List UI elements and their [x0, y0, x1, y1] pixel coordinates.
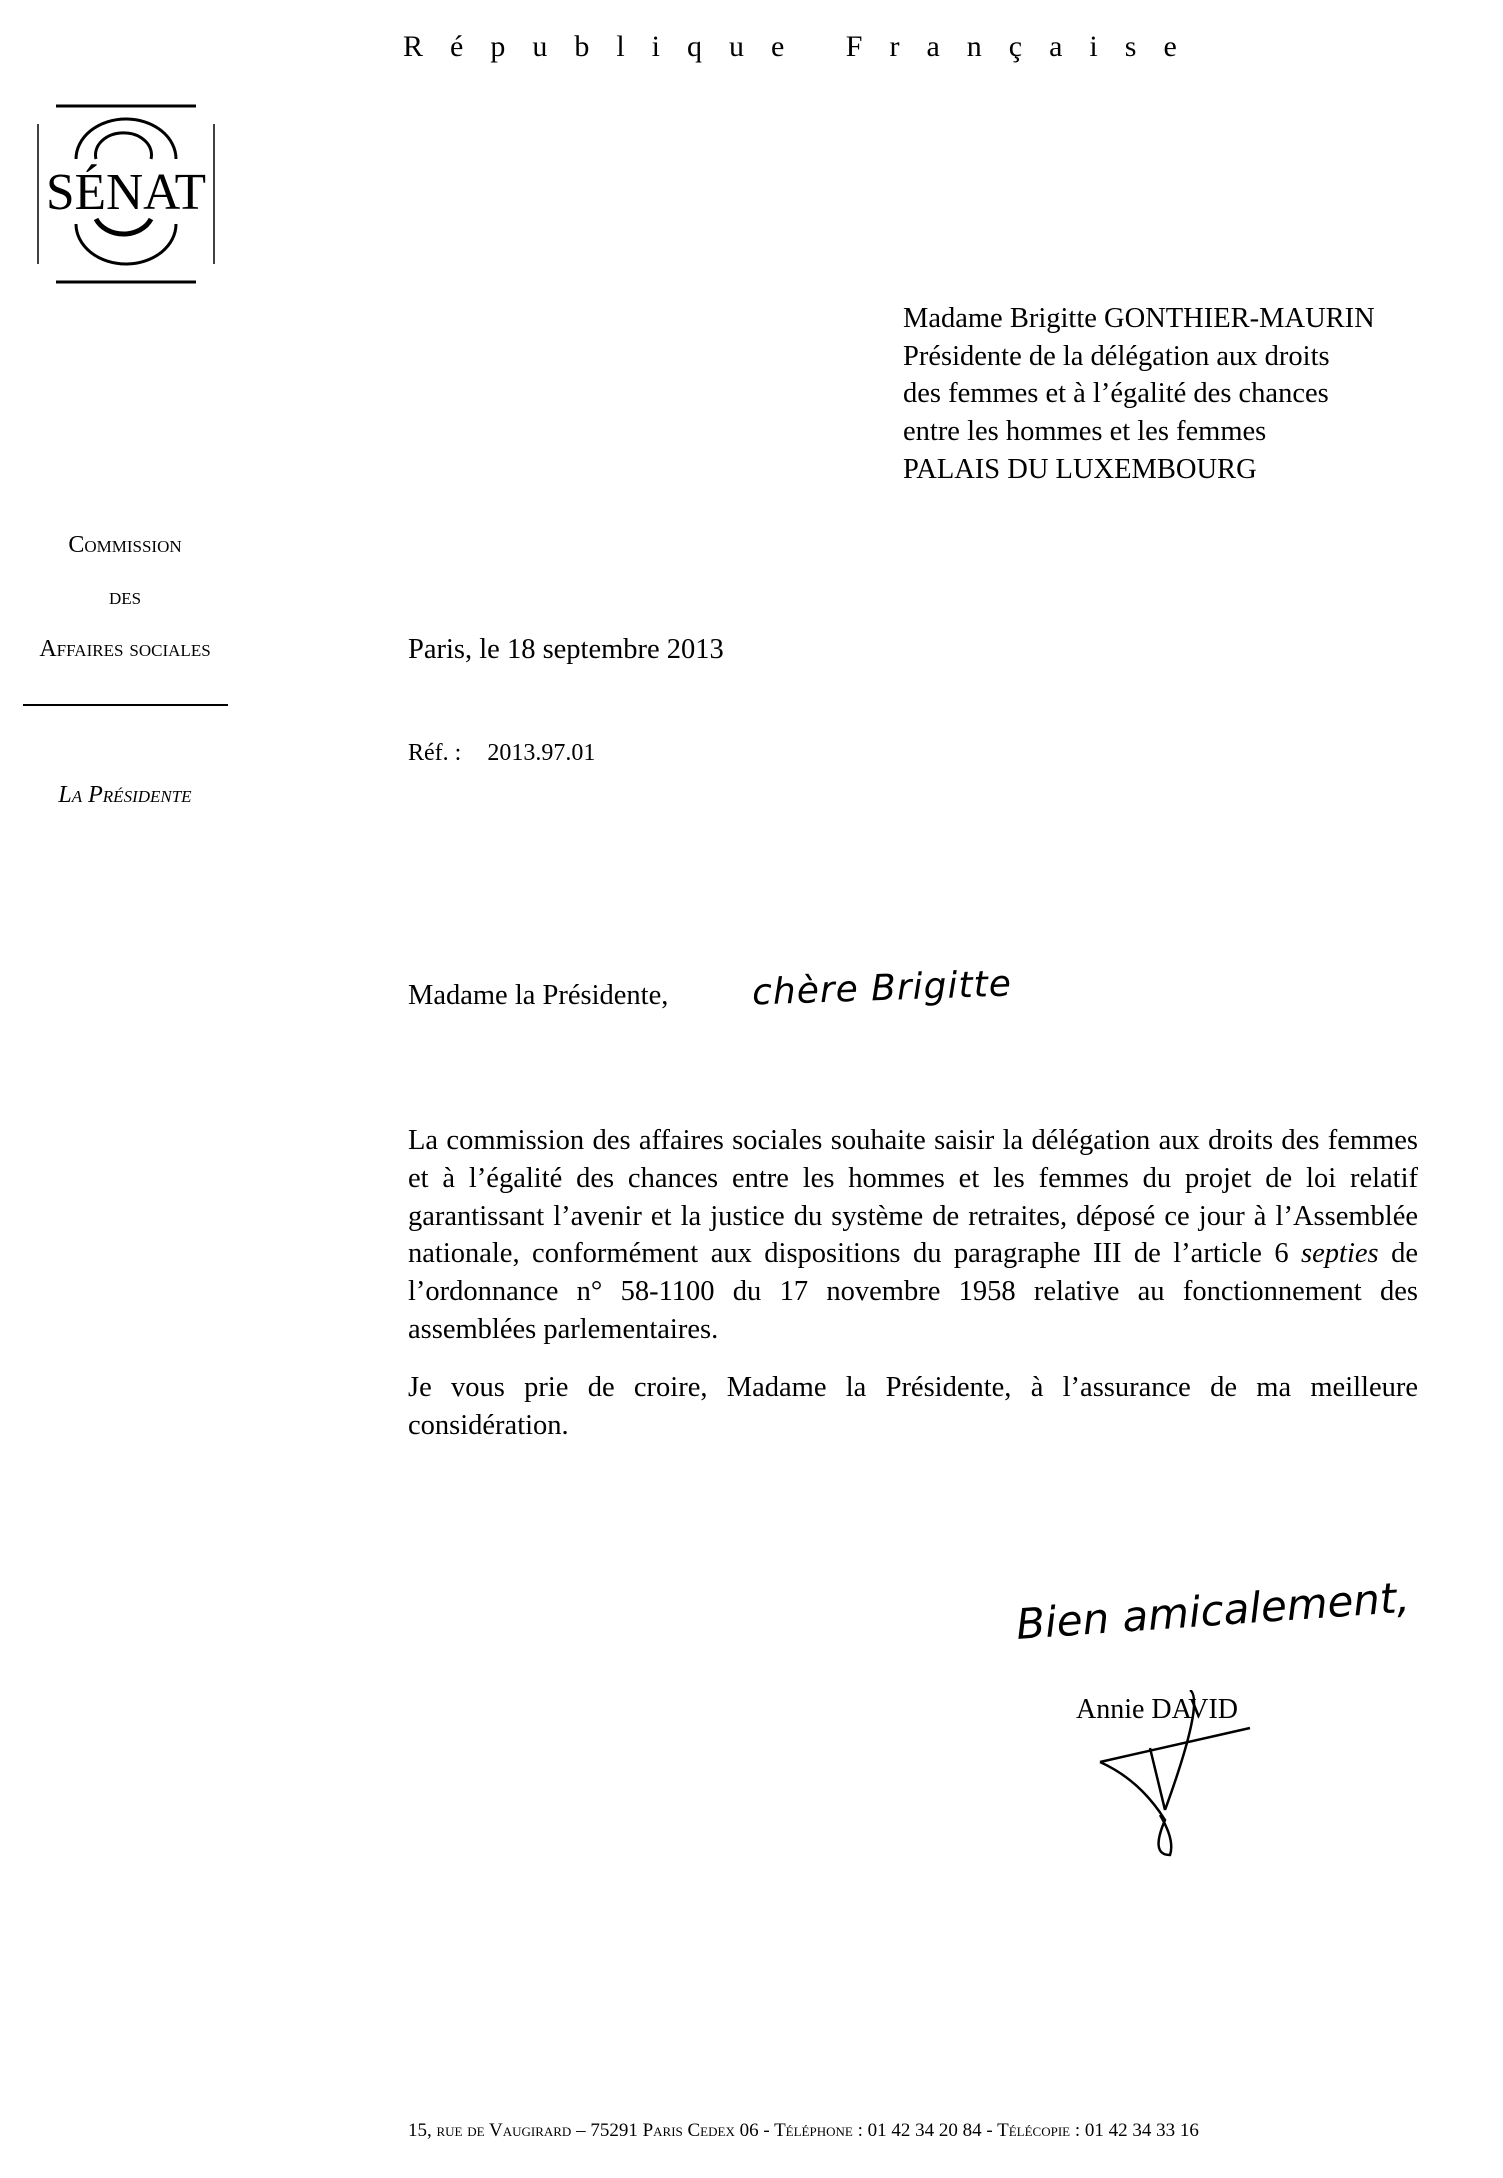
recipient-address — [903, 300, 1375, 489]
letter-body — [408, 1122, 1418, 1464]
senat-logo — [36, 104, 218, 284]
reference-value: 2013.97.01 — [487, 740, 596, 766]
reference — [408, 740, 595, 767]
body-text-italic: septies — [1301, 1238, 1379, 1270]
recipient-line: PALAIS DU LUXEMBOURG — [903, 453, 1257, 485]
recipient-line: Madame Brigitte GONTHIER-MAURIN — [903, 303, 1375, 334]
body-text: de l’ordonnance n° 58-1100 du 17 novembre 1958 relative au fonctionnement des assemblées parlementaires. — [408, 1238, 1418, 1345]
body-text: La commission des affaires sociales souhaite saisir la délégation aux droits des femmes et à l’égalité des chances entre les hommes et les femmes du projet de loi relatif garantissant l’avenir et la justice du système de retraites, déposé ce jour à l’Assemblée nationale, conformément aux dispositions du paragraphe III de l’article 6 — [408, 1125, 1418, 1270]
header-title: République Française — [403, 30, 1204, 63]
sender-line: Commission — [68, 532, 182, 558]
letter-date: Paris, le 18 septembre 2013 — [408, 634, 724, 665]
footer-address: 15, rue de Vaugirard – 75291 Paris Cedex 06 - Téléphone : 01 42 34 20 84 - Télécopie : 01 42 34 33 16 — [408, 2120, 1199, 2141]
sender-role: La Présidente — [58, 782, 192, 808]
reference-label: Réf. : — [408, 740, 462, 766]
handwritten-salutation: chère Brigitte — [751, 963, 1013, 1014]
recipient-line: des femmes et à l’égalité des chances — [903, 378, 1329, 410]
signatory-name: Annie DAVID — [1076, 1694, 1239, 1725]
body-paragraph: Je vous prie de croire, Madame la Présidente, à l’assurance de ma meilleure considération. — [408, 1371, 1418, 1441]
svg-text:SÉNAT: SÉNAT — [46, 164, 208, 221]
body-paragraph — [408, 1122, 1418, 1349]
handwritten-signature — [1090, 1690, 1320, 1860]
sender-line: des — [108, 584, 142, 610]
handwritten-closing: Bien amicalement, — [1014, 1572, 1412, 1649]
recipient-line: Présidente de la délégation aux droits — [903, 340, 1330, 372]
divider — [23, 704, 228, 706]
salutation: Madame la Présidente, — [408, 980, 669, 1011]
recipient-line: entre les hommes et les femmes — [903, 416, 1267, 448]
sender-line: Affaires sociales — [39, 636, 211, 662]
